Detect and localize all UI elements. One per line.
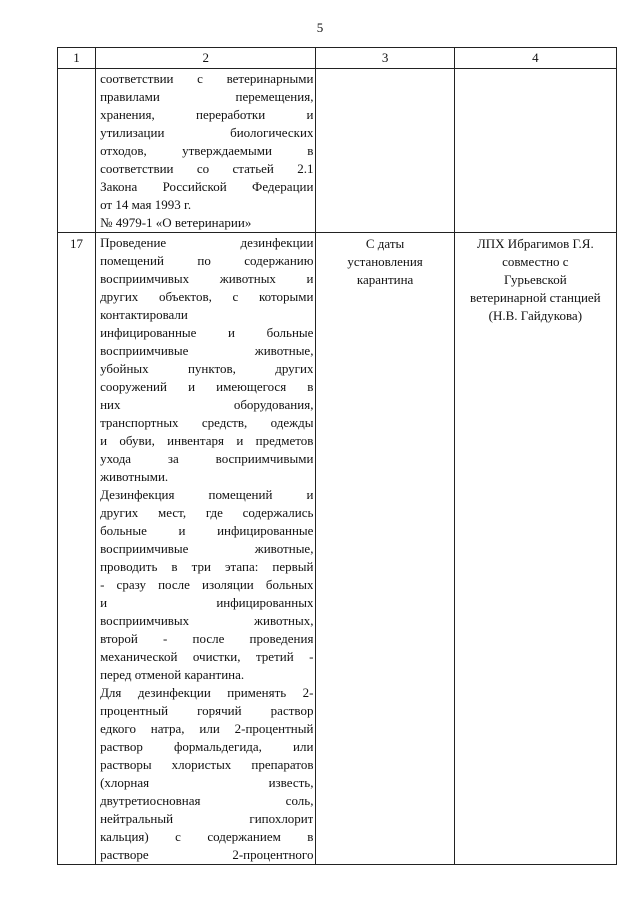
responsible-cell xyxy=(454,233,616,865)
text-line: раствор формальдегида, или xyxy=(100,739,314,754)
text-line: больные и инфицированные xyxy=(100,523,314,538)
text-line: едкого натра, или 2-процентный xyxy=(100,721,314,736)
table-row-17 xyxy=(58,233,617,865)
text-line: процентный горячий раствор xyxy=(100,703,314,718)
text-line: сооружений и имеющегося в xyxy=(100,379,314,394)
row-number-cell xyxy=(58,69,96,233)
text-line: от 14 мая 1993 г. xyxy=(100,197,192,212)
header-cell-4: 4 xyxy=(454,48,616,69)
text-line: нейтральный гипохлорит xyxy=(100,811,314,826)
text-line: перед отменой карантина. xyxy=(100,667,245,682)
text-line: (хлорная известь, xyxy=(100,775,314,790)
deadline-line: установления xyxy=(347,254,423,269)
text-line: Дезинфекция помещений и xyxy=(100,487,314,502)
text-line: соответствии со статьей 2.1 xyxy=(100,161,314,176)
text-line: других объектов, с которыми xyxy=(100,289,314,304)
text-line: Закона Российской Федерации xyxy=(100,179,314,194)
measure-paragraph xyxy=(100,684,313,864)
text-line: второй - после проведения xyxy=(100,631,314,646)
text-line: соответствии с ветеринарными xyxy=(100,71,314,86)
header-cell-2: 2 xyxy=(96,48,316,69)
text-line: - сразу после изоляции больных xyxy=(100,577,314,592)
text-line: ухода за восприимчивыми xyxy=(100,451,314,466)
responsible-line: Гурьевской xyxy=(504,272,567,287)
text-line: них оборудования, xyxy=(100,397,314,412)
measure-text-continued xyxy=(96,69,316,233)
text-line: восприимчивые животные, xyxy=(100,541,314,556)
text-line: других мест, где содержались xyxy=(100,505,314,520)
text-line: и инфицированных xyxy=(100,595,314,610)
text-line: двутретиосновная соль, xyxy=(100,793,314,808)
text-line: помещений по содержанию xyxy=(100,253,314,268)
text-line: восприимчивых животных и xyxy=(100,271,314,286)
text-line: хранения, переработки и xyxy=(100,107,314,122)
table-row-continued xyxy=(58,69,617,233)
text-line: транспортных средств, одежды xyxy=(100,415,314,430)
responsible-cell-empty xyxy=(454,69,616,233)
text-line: Проведение дезинфекции xyxy=(100,235,314,250)
deadline-line: карантина xyxy=(356,272,414,287)
text-line: восприимчивых животных, xyxy=(100,613,314,628)
deadline-cell xyxy=(316,233,454,865)
measure-paragraph xyxy=(100,234,313,486)
deadline-line: С даты xyxy=(365,236,405,251)
text-line: животными. xyxy=(100,469,169,484)
header-cell-3: 3 xyxy=(316,48,454,69)
deadline-cell-empty xyxy=(316,69,454,233)
text-line: контактировали xyxy=(100,307,188,322)
text-line: кальция) с содержанием в xyxy=(100,829,314,844)
text-line: инфицированные и больные xyxy=(100,325,314,340)
responsible-line: ветеринарной станцией xyxy=(470,290,601,305)
table-header-row xyxy=(58,48,617,69)
text-line: проводить в три этапа: первый xyxy=(100,559,314,574)
text-line: № 4979-1 «О ветеринарии» xyxy=(100,215,252,230)
text-line: растворе 2-процентного xyxy=(100,847,314,862)
text-line: восприимчивые животные, xyxy=(100,343,314,358)
responsible-line: ЛПХ Ибрагимов Г.Я. xyxy=(476,236,594,251)
row-number: 17 xyxy=(58,233,96,865)
text-line: и обуви, инвентаря и предметов xyxy=(100,433,314,448)
measure-paragraph xyxy=(100,486,313,684)
text-line: правилами перемещения, xyxy=(100,89,314,104)
text-line: Для дезинфекции применять 2- xyxy=(100,685,314,700)
text-line: механической очистки, третий - xyxy=(100,649,314,664)
text-line: утилизации биологических xyxy=(100,125,314,140)
text-line: отходов, утверждаемыми в xyxy=(100,143,314,158)
page-number: 5 xyxy=(316,20,324,35)
responsible-line: совместно с xyxy=(502,254,569,269)
text-line: убойных пунктов, других xyxy=(100,361,314,376)
responsible-line: (Н.В. Гайдукова) xyxy=(488,308,583,323)
header-cell-1: 1 xyxy=(58,48,96,69)
text-line: растворы хлористых препаратов xyxy=(100,757,314,772)
measure-text xyxy=(96,233,316,865)
measures-table xyxy=(57,47,617,865)
